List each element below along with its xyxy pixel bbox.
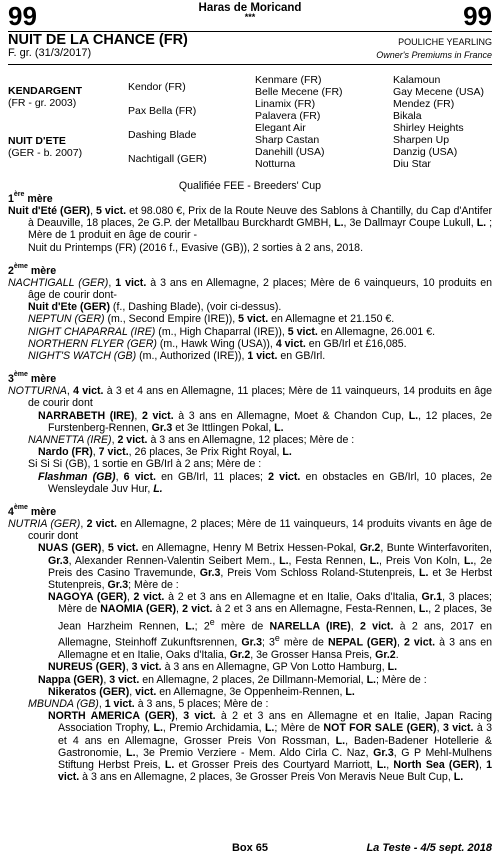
sale-info: La Teste - 4/5 sept. 2018 bbox=[366, 842, 492, 854]
pedigree-gen4 bbox=[393, 74, 484, 170]
record-entry: NUAS (GER), 5 vict. en Allemagne, Henry M Betrix Hessen-Pokal, Gr.2, Bunte Winterfavoriten, Gr.3, Alexander Rennen-Valentin Seibert Mem., L., Festa Rennen, L., Preis Von Koln, L., 2e Preis des Casino Travemunde, Gr.3, Preis Vom Schloss Roland-Stutenpreis, L. et 3e Herbst Stutenpreis, Gr.3; Mère de : bbox=[38, 542, 493, 592]
produce-record bbox=[8, 193, 492, 783]
record-entry: Nappa (GER), 3 vict. en Allemagne, 2 places, 2e Dillmann-Memorial, L.; Mère de : bbox=[38, 673, 427, 686]
sire-name: KENDARGENT bbox=[8, 85, 83, 97]
horse-category: POULICHE YEARLING bbox=[398, 37, 492, 47]
pedigree-gen4-3: Mendez (FR) bbox=[393, 98, 455, 110]
pedigree-gen3 bbox=[255, 74, 343, 170]
record-entry: Nuit d'Ete (GER) (f., Dashing Blade), (voir ci-dessus). bbox=[28, 301, 282, 314]
vendor-name: Haras de Moricand bbox=[198, 2, 302, 14]
record-entry: Nardo (FR), 7 vict., 26 places, 3e Prix Right Royal, L. bbox=[38, 446, 292, 459]
pedigree-gen3-8: Notturna bbox=[255, 158, 296, 170]
record-entry: NUREUS (GER), 3 vict. à 3 ans en Allemagne, GP Von Lotto Hamburg, L. bbox=[48, 661, 398, 674]
pedigree-gen4-6: Sharpen Up bbox=[393, 134, 450, 146]
pedigree-gen4-7: Danzig (USA) bbox=[393, 146, 458, 158]
pedigree-gen4-8: Diu Star bbox=[393, 158, 431, 170]
pedigree-gen2-4: Nachtigall (GER) bbox=[128, 153, 207, 165]
box-number: Box 65 bbox=[231, 842, 269, 854]
record-entry: MBUNDA (GB), 1 vict. à 3 ans, 5 places; Mère de : bbox=[28, 697, 269, 710]
pedigree-gen4-5: Shirley Heights bbox=[393, 122, 464, 134]
record-entry: Nikeratos (GER), vict. en Allemagne, 3e Oppenheim-Rennen, L. bbox=[48, 685, 355, 698]
section-heading: 4ème mère bbox=[8, 504, 57, 519]
record-entry: NORTHERN FLYER (GER) (m., Hawk Wing (USA)), 4 vict. en GB/Irl et £16,085. bbox=[28, 337, 407, 350]
pedigree-gen3-3: Linamix (FR) bbox=[255, 98, 316, 110]
record-entry: Nuit du Printemps (FR) (2016 f., Evasive (GB)), 2 sorties à 2 ans, 2018. bbox=[28, 241, 364, 254]
horse-sex-color-dob: F. gr. (31/3/2017) bbox=[8, 47, 92, 59]
record-entry: NUTRIA (GER), 2 vict. en Allemagne, 2 places; Mère de 11 vainqueurs, 14 produits vivants en âge de courir dont bbox=[8, 518, 493, 543]
pedigree-gen3-2: Belle Mecene (FR) bbox=[255, 86, 343, 98]
record-entry: Flashman (GB), 6 vict. en GB/Irl, 11 places; 2 vict. en obstacles en GB/Irl, 10 places, 2e Wensleydale Juv Hur, L. bbox=[38, 470, 492, 495]
section-heading: 1ère mère bbox=[8, 191, 53, 205]
record-entry: NACHTIGALL (GER), 1 vict. à 3 ans en Allemagne, 2 places; Mère de 6 vainqueurs, 10 produits en âge de courir dont- bbox=[8, 276, 492, 302]
record-entry: Nuit d'Eté (GER), 5 vict. et 98.080 €, Prix de la Route Neuve des Sablons à Chantilly, du Cap d'Antifer à Deauville, 18 places, 2e G.P. der Metallbau Burckhardt GMBH, L., 3e Dallmayr Coupe Lukull, L. ; Mère de 1 produit en âge de courir - bbox=[8, 205, 493, 242]
record-entry: NIGHT'S WATCH (GB) (m., Authorized (IRE)), 1 vict. en GB/Irl. bbox=[28, 350, 326, 363]
record-entry: NORTH AMERICA (GER), 3 vict. à 2 et 3 ans en Allemagne et en Italie, Japan Racing Association Trophy, L., Premio Archidamia, L.; Mère de NOT FOR SALE (GER), 3 vict. à 3 et 4 ans en Allemagne, Grosser Preis Von Rossman, L., Baden-Badener Hotellerie & Gastronomie, L., 3e Premio Verziere - Mem. Aldo Cirla C. Naz, Gr.3, G P Mehl-Mulhens Stiftung Herbst Preis, L. et Grosser Preis des Courtyard Marriott, L., North Sea (GER), 1 vict. à 3 ans en Allemagne, 2 places, 3e Grosser Preis Von Meravis Neue Bult Cup, L. bbox=[48, 710, 492, 784]
lot-number-left: 99 bbox=[8, 1, 37, 31]
section-heading: 3ème mère bbox=[8, 371, 57, 386]
dam-name: NUIT D'ETE bbox=[8, 135, 66, 147]
pedigree-dam bbox=[8, 135, 82, 159]
pedigree-gen2-2: Pax Bella (FR) bbox=[128, 105, 197, 117]
pedigree-rule bbox=[8, 64, 492, 65]
lot-number-right: 99 bbox=[463, 1, 492, 31]
record-entry: NOTTURNA, 4 vict. à 3 et 4 ans en Allemagne, 11 places; Mère de 11 vainqueurs, 14 produits en âge de courir dont bbox=[8, 385, 492, 410]
pedigree-gen4-1: Kalamoun bbox=[393, 74, 441, 86]
sire-info: (FR - gr. 2003) bbox=[8, 97, 77, 109]
pedigree-gen2-1: Kendor (FR) bbox=[128, 81, 186, 93]
record-entry: NARRABETH (IRE), 2 vict. à 3 ans en Allemagne, Moet & Chandon Cup, L., 12 places, 2e Furstenberg-Rennen, Gr.3 et 3e Ittlingen Pokal, L. bbox=[38, 409, 492, 434]
record-entry: Si Si Si (GB), 1 sortie en GB/Irl à 2 ans; Mère de : bbox=[28, 458, 262, 471]
qualification-note: Qualifiée FEE - Breeders' Cup bbox=[178, 180, 322, 192]
record-entry: NANNETTA (IRE), 2 vict. à 3 ans en Allemagne, 12 places; Mère de : bbox=[28, 434, 355, 447]
record-entry: NEPTUN (GER) (m., Second Empire (IRE)), 5 vict. en Allemagne et 21.150 €. bbox=[28, 313, 395, 326]
pedigree-sire bbox=[8, 85, 82, 109]
owner-premiums-note: Owner's Premiums in France bbox=[376, 50, 492, 60]
section-heading: 2ème mère bbox=[8, 262, 57, 277]
record-entry: NAGOYA (GER), 2 vict. à 2 et 3 ans en Allemagne et en Italie, Oaks d'Italia, Gr.1, 3 places; Mère de NAOMIA (GER), 2 vict. à 2 et 3 ans en Allemagne, Festa-Rennen, L., 2 places, 3e Jean Harzheim Rennen, L.; 2e mère de NARELLA (IRE), 2 vict. à 2 ans, 2017 en Allemagne, Steinhoff Zukunftsrennen, Gr.3; 3e mère de NEPAL (GER), 2 vict. à 3 ans en Allemagne et en Italie, Oaks d'Italia, Gr.2, 3e Grosser Hansa Preis, Gr.2. bbox=[48, 591, 493, 662]
pedigree-gen3-6: Sharp Castan bbox=[255, 134, 320, 146]
pedigree-gen3-7: Danehill (USA) bbox=[255, 146, 325, 158]
pedigree-gen3-5: Elegant Air bbox=[255, 122, 306, 134]
dam-info: (GER - b. 2007) bbox=[8, 147, 83, 159]
pedigree-gen3-4: Palavera (FR) bbox=[255, 110, 321, 122]
horse-name: NUIT DE LA CHANCE (FR) bbox=[8, 32, 188, 48]
record-entry: NIGHT CHAPARRAL (IRE) (m., High Chaparral (IRE)), 5 vict. en Allemagne, 26.001 €. bbox=[28, 325, 436, 338]
pedigree-gen2-3: Dashing Blade bbox=[128, 129, 197, 141]
pedigree-gen4-4: Bikala bbox=[393, 110, 422, 122]
pedigree-gen3-1: Kenmare (FR) bbox=[255, 74, 322, 86]
pedigree-gen4-2: Gay Mecene (USA) bbox=[393, 86, 485, 98]
vendor-stars: *** bbox=[244, 12, 256, 22]
